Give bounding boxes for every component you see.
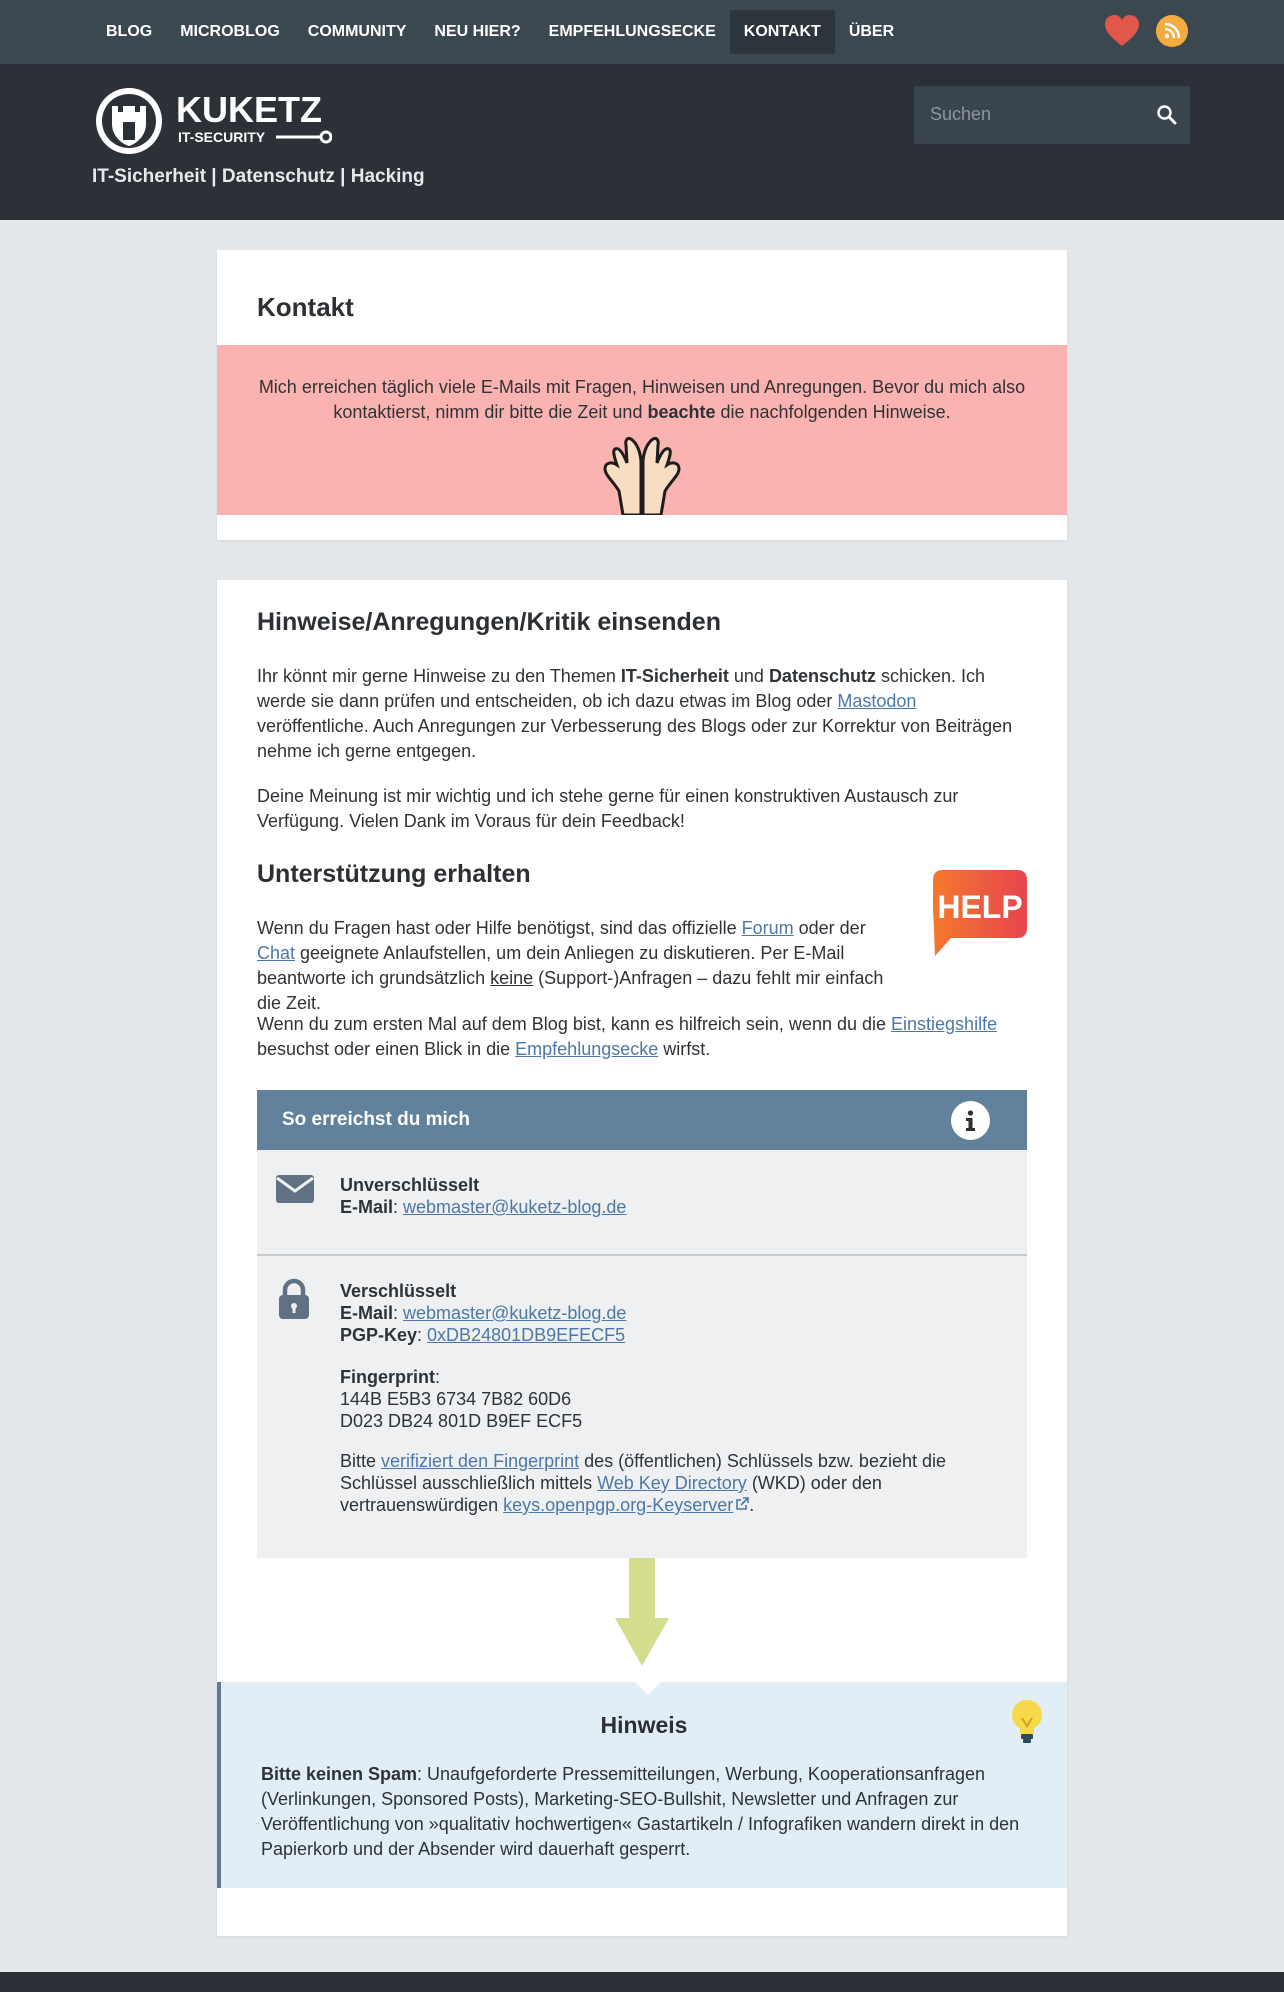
nav-item-neu-hier[interactable]: NEU HIER?: [434, 23, 521, 40]
note-heading: Hinweis: [600, 1712, 688, 1738]
encrypted-title: Verschlüsselt: [340, 1281, 457, 1301]
feedback-paragraph-1: Ihr könnt mir gerne Hinweise zu den Themen IT-Sicherheit und Datenschutz schicken. Ich werde sie dann prüfen und entscheiden, ob ich dazu etwas im Blog oder Mastodon veröffentliche. Auch Anregungen zur Verbesserung des Blogs oder zur Korrektur von Beiträgen nehme ich gerne entgegen.: [257, 666, 1013, 761]
chat-link[interactable]: Chat: [257, 943, 296, 963]
wkd-link[interactable]: Web Key Directory: [597, 1473, 747, 1493]
feedback-paragraph-2: Deine Meinung ist mir wichtig und ich stehe gerne für einen konstruktiven Austausch zur Verfügung. Vielen Dank im Voraus für dein Feedback!: [257, 786, 959, 831]
nav-item-ueber[interactable]: ÜBER: [848, 23, 895, 40]
top-navigation: [0, 0, 1284, 64]
support-paragraph-2: Wenn du zum ersten Mal auf dem Blog bist, kann es hilfreich sein, wenn du die Einstiegshilfe besuchst oder einen Blick in die Empfehlungsecke wirfst.: [257, 1014, 998, 1059]
contact-methods-box: [257, 1090, 1027, 1558]
support-paragraph-1: Wenn du Fragen hast oder Hilfe benötigst, sind das offizielle Forum oder der Chat geeignete Anlaufstellen, um dein Anliegen zu diskutieren. Per E-Mail beantworte ich grundsätzlich keine (Support-)Anfragen – dazu fehlt mir einfach die Zeit.: [257, 918, 884, 1013]
fingerprint-line-1: 144B E5B3 6734 7B82 60D6: [340, 1389, 572, 1409]
footer-bar: [0, 1972, 1284, 1992]
contact-box-header: [257, 1090, 1027, 1150]
contact-main-card: [217, 580, 1067, 1936]
heart-icon[interactable]: [1104, 14, 1140, 48]
contact-box-title: So erreichst du mich: [282, 1109, 470, 1130]
search-icon[interactable]: [1156, 104, 1178, 126]
feedback-heading: Hinweise/Anregungen/Kritik einsenden: [257, 608, 721, 636]
site-header: [0, 64, 1284, 220]
verify-paragraph: Bitte verifiziert den Fingerprint des (öffentlichen) Schlüssels bzw. bezieht die Schlüssel ausschließlich mittels Web Key Directory (WKD) oder den vertrauenswürdigen keys.openpgp.org-Keyserver .: [340, 1451, 946, 1515]
nav-item-blog[interactable]: BLOG: [106, 23, 153, 40]
nav-item-community[interactable]: COMMUNITY: [307, 23, 407, 40]
einstiegshilfe-link[interactable]: Einstiegshilfe: [891, 1014, 998, 1034]
external-link-icon: [735, 1497, 749, 1511]
nav-item-microblog[interactable]: MICROBLOG: [180, 23, 280, 40]
praying-hands-icon: [597, 433, 687, 515]
contact-intro-card: [217, 250, 1067, 540]
unencrypted-email-line: E-Mail: webmaster@kuketz-blog.de: [340, 1197, 627, 1217]
unencrypted-email-link[interactable]: webmaster@kuketz-blog.de: [403, 1197, 627, 1217]
empfehlungsecke-link[interactable]: Empfehlungsecke: [515, 1039, 659, 1059]
pgp-key-line: PGP-Key: 0xDB24801DB9EFECF5: [340, 1325, 626, 1345]
note-pointer: [634, 1681, 662, 1695]
search-input[interactable]: [914, 86, 1190, 144]
support-heading: Unterstützung erhalten: [257, 860, 531, 888]
site-tagline: IT-Sicherheit | Datenschutz | Hacking: [92, 166, 425, 187]
kuketz-logo[interactable]: [92, 84, 332, 158]
contact-encrypted: [257, 1256, 1027, 1558]
nav-item-kontakt[interactable]: KONTAKT: [730, 10, 835, 54]
nav-item-empfehlungsecke[interactable]: EMPFEHLUNGSECKE: [548, 23, 716, 40]
encrypted-email-link[interactable]: webmaster@kuketz-blog.de: [403, 1303, 627, 1323]
info-icon: [951, 1101, 990, 1140]
note-text: Bitte keinen Spam: Unaufgeforderte Pressemitteilungen, Werbung, Kooperationsanfragen (Verlinkungen, Sponsored Posts), Marketing-SEO-Bullshit, Newsletter und Anfragen zur Veröffentlichung von »qualitativ hochwertigen« Gastartikeln / Infografiken wandern direkt in den Papierkorb und der Absender wird dauerhaft gesperrt.: [261, 1764, 1020, 1859]
rss-icon[interactable]: [1156, 15, 1188, 47]
fingerprint-line-2: D023 DB24 801D B9EF ECF5: [340, 1411, 583, 1431]
envelope-icon: [275, 1174, 315, 1204]
logo-subtext: IT-SECURITY: [178, 129, 266, 145]
page-title: Kontakt: [257, 292, 354, 322]
search-placeholder: Suchen: [930, 104, 992, 124]
nav-menu: [92, 10, 908, 54]
hinweis-note: [217, 1682, 1067, 1888]
contact-unencrypted: [257, 1150, 1027, 1256]
intro-text: Mich erreichen täglich viele E-Mails mit Fragen, Hinweisen und Anregungen. Bevor du mich also kontaktierst, nimm dir bitte die Zeit und beachte die nachfolgenden Hinweise.: [258, 377, 1026, 422]
verify-fingerprint-link[interactable]: verifiziert den Fingerprint: [381, 1451, 580, 1471]
pgp-key-link[interactable]: 0xDB24801DB9EFECF5: [427, 1325, 626, 1345]
forum-link[interactable]: Forum: [741, 918, 794, 938]
help-icon-text: HELP: [937, 889, 1023, 925]
lock-icon: [277, 1278, 311, 1320]
encrypted-email-line: E-Mail: webmaster@kuketz-blog.de: [340, 1303, 627, 1323]
unencrypted-title: Unverschlüsselt: [340, 1175, 480, 1195]
logo-text: KUKETZ: [176, 89, 322, 130]
mastodon-link[interactable]: Mastodon: [837, 691, 917, 711]
keyserver-link[interactable]: keys.openpgp.org-Keyserver: [503, 1495, 734, 1515]
arrow-down-icon: [615, 1558, 669, 1668]
help-icon: [931, 868, 1029, 958]
fingerprint-label: Fingerprint:: [340, 1367, 441, 1387]
intro-banner: [217, 345, 1067, 515]
